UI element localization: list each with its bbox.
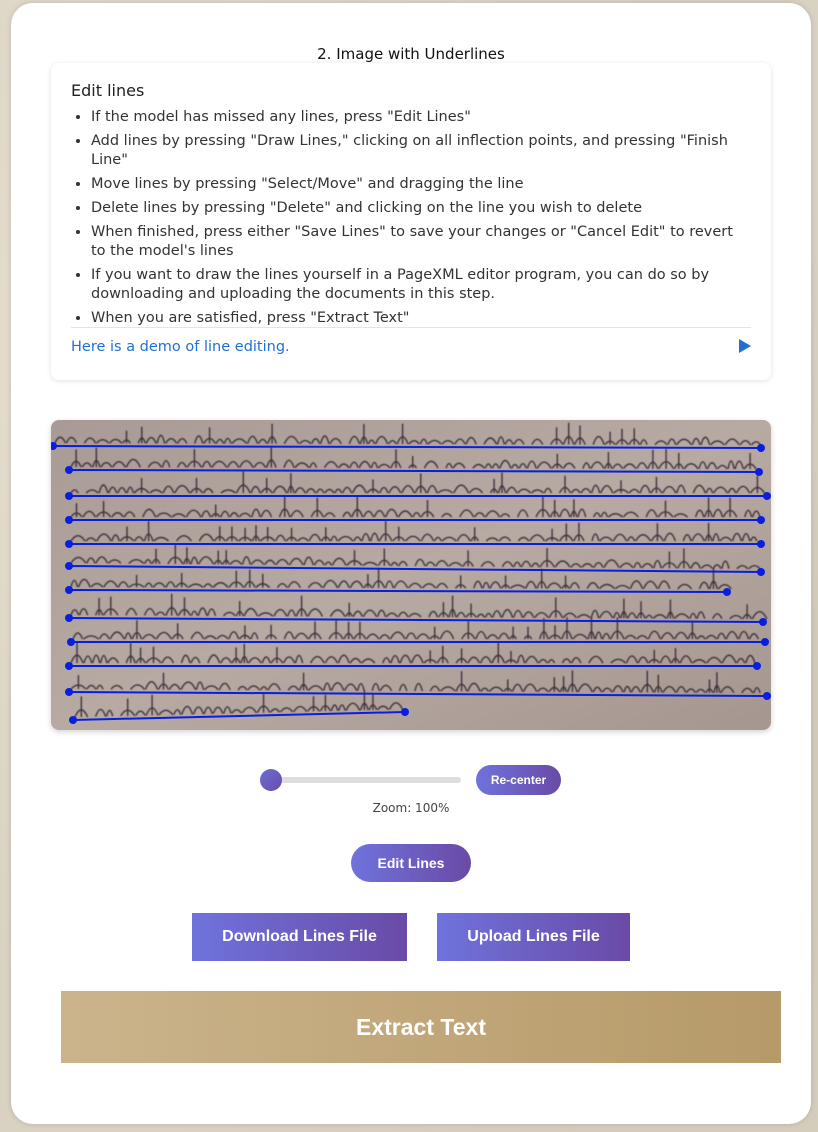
manuscript-image[interactable] xyxy=(51,420,771,730)
document-image[interactable] xyxy=(51,420,771,730)
section-title: 2. Image with Underlines xyxy=(317,45,505,63)
instructions-list xyxy=(71,108,751,328)
play-triangle-icon[interactable] xyxy=(739,339,751,353)
upload-lines-button[interactable]: Upload Lines File xyxy=(437,913,630,961)
baseline-endpoint[interactable] xyxy=(761,638,769,646)
baseline-endpoint[interactable] xyxy=(69,716,77,724)
baseline-endpoint[interactable] xyxy=(757,540,765,548)
baseline-endpoint[interactable] xyxy=(65,492,73,500)
instruction-item: • If the model has missed any lines, press "Edit Lines" xyxy=(91,108,751,127)
baseline-endpoint[interactable] xyxy=(755,468,763,476)
zoom-controls xyxy=(11,763,811,797)
divider xyxy=(71,327,751,328)
baseline-endpoint[interactable] xyxy=(65,614,73,622)
instruction-item: • If you want to draw the lines yourself in a PageXML editor program, you can do so by downloading and uploading the documents in this step. xyxy=(91,266,751,304)
zoom-label: Zoom: 100% xyxy=(372,801,450,815)
instructions-panel xyxy=(51,63,771,380)
baseline-endpoint[interactable] xyxy=(757,444,765,452)
main-card xyxy=(11,3,811,1124)
baseline-endpoint[interactable] xyxy=(763,492,771,500)
instruction-item: • When you are satisfied, press "Extract Text" xyxy=(91,309,751,328)
baseline-endpoint[interactable] xyxy=(65,688,73,696)
parchment-background xyxy=(51,420,771,730)
baseline-endpoint[interactable] xyxy=(763,692,771,700)
baseline-endpoint[interactable] xyxy=(757,568,765,576)
baseline-endpoint[interactable] xyxy=(65,540,73,548)
baseline-endpoint[interactable] xyxy=(65,586,73,594)
baseline-endpoint[interactable] xyxy=(759,618,767,626)
baseline-endpoint[interactable] xyxy=(65,662,73,670)
baseline-endpoint[interactable] xyxy=(65,562,73,570)
instruction-item: • Delete lines by pressing "Delete" and clicking on the line you wish to delete xyxy=(91,199,751,218)
baseline-endpoint[interactable] xyxy=(753,662,761,670)
instructions-heading: Edit lines xyxy=(71,81,145,100)
zoom-slider-track[interactable] xyxy=(261,777,461,783)
baseline-endpoint[interactable] xyxy=(723,588,731,596)
baseline-endpoint[interactable] xyxy=(65,466,73,474)
baseline-endpoint[interactable] xyxy=(65,516,73,524)
baseline-endpoint[interactable] xyxy=(67,638,75,646)
download-lines-button[interactable]: Download Lines File xyxy=(192,913,407,961)
recenter-button[interactable]: Re-center xyxy=(476,765,561,795)
baseline-endpoint[interactable] xyxy=(757,516,765,524)
instruction-item: • Move lines by pressing "Select/Move" and dragging the line xyxy=(91,175,751,194)
zoom-slider-thumb[interactable] xyxy=(260,769,282,791)
instruction-item: • When finished, press either "Save Lines" to save your changes or "Cancel Edit" to revert to the model's lines xyxy=(91,223,751,261)
demo-link[interactable]: Here is a demo of line editing. xyxy=(71,339,290,355)
baseline-endpoint[interactable] xyxy=(401,708,409,716)
extract-text-button[interactable]: Extract Text xyxy=(61,991,781,1063)
edit-lines-button[interactable]: Edit Lines xyxy=(351,844,471,882)
instruction-item: • Add lines by pressing "Draw Lines," clicking on all inflection points, and pressing "Finish Line" xyxy=(91,132,751,170)
